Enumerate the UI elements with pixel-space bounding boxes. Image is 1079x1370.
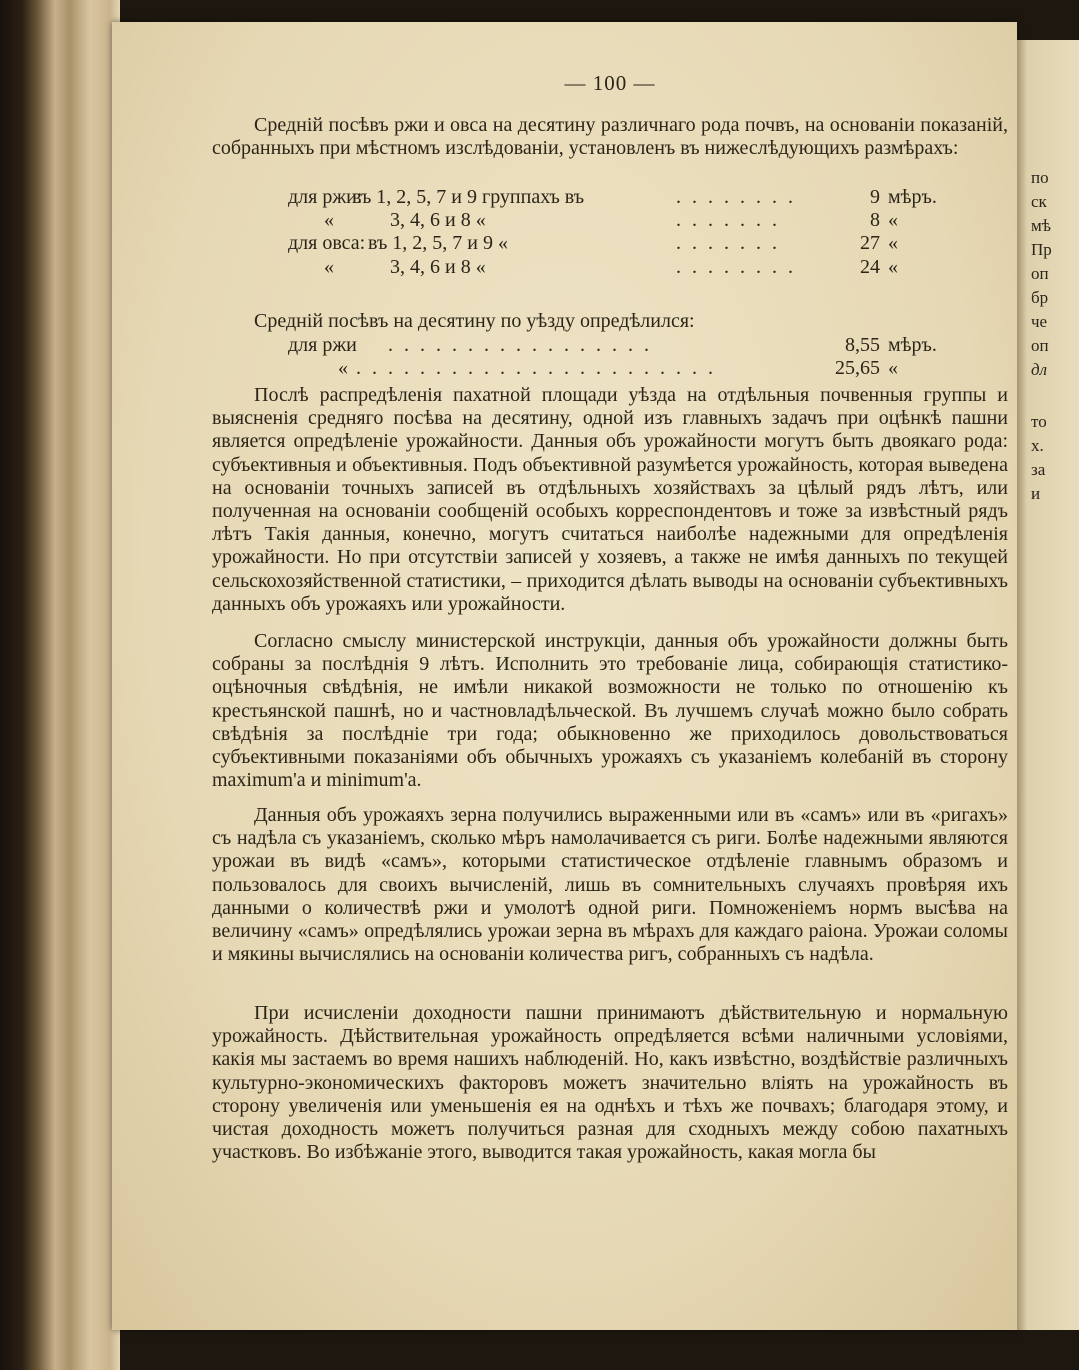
leader-dots: . . . . . . . . . . . . . . . . . . . . . . . [356, 357, 716, 380]
next-page-fragment: оп [1031, 264, 1049, 283]
seed-row [288, 232, 928, 255]
groups-label: 3, 4, 6 и 8 « [390, 255, 486, 278]
seed-table [288, 186, 937, 279]
district-value: 25,65 [835, 357, 880, 380]
seed-value: 8 [870, 209, 880, 232]
seed-value: 24 [860, 255, 880, 278]
next-page-fragment: за [1031, 460, 1046, 479]
body-paragraph: Данныя объ урожаяхъ зерна получились выраженными или въ «самъ» или въ «ригахъ» съ надѣла съ указанiемъ, сколько мѣръ намолачивается съ риги. Болѣе надежными являются урожаи въ видѣ «самъ», которыми статистическое отдѣленiе главнымъ образомъ и пользовалось для своихъ вычисленiй, лишь въ сомнительныхъ случаяхъ провѣряя ихъ данными о количествѣ ржи и умолотѣ одной риги. Помноженiемъ нормъ высѣва на величину «самъ» опредѣлялись урожаи зерна въ мѣрахъ для каждаго раiона. Урожаи соломы и мякины вычислялись на основанiи количества ригъ, собранныхъ съ надѣла. [212, 804, 1008, 966]
crop-label: « [338, 357, 348, 380]
district-value: 8,55 [845, 334, 880, 356]
next-page-fragment: мѣ [1031, 216, 1051, 235]
leader-dots: . . . . . . . . [676, 186, 796, 208]
district-row [288, 357, 928, 380]
next-page-fragment: х. [1031, 436, 1044, 455]
next-page-fragment: дл [1031, 360, 1048, 379]
next-page-fragment: Пр [1031, 240, 1052, 259]
book-edge [0, 0, 120, 1370]
leader-dots: . . . . . . . [676, 232, 780, 255]
seed-unit: « [888, 255, 898, 278]
next-page-edge [1017, 40, 1079, 1330]
seed-row [288, 256, 928, 279]
district-table [288, 334, 937, 380]
district-unit: « [888, 357, 898, 380]
leader-dots: . . . . . . . . [676, 255, 796, 278]
seed-row [288, 186, 937, 209]
groups-label: 3, 4, 6 и 8 « [390, 209, 486, 232]
next-page-fragment: то [1031, 412, 1047, 431]
crop-label: « [324, 255, 334, 278]
crop-label: для ржи: [288, 186, 363, 208]
body-paragraph: При исчисленiи доходности пашни принимаютъ дѣйствительную и нормальную урожайность. Дѣйствительная урожайность опредѣляется всѣми наличными условiями, какiя мы застаемъ во время нашихъ наблюденiй. Но, какъ извѣстно, воздѣйствiе различныхъ культурно-экономическихъ факторовъ можетъ значительно влiять на урожайность въ сторону увеличенiя или уменьшенiя ея на однѣхъ и тѣхъ же почвахъ; благодаря этому, и чистая доходность можетъ получиться разная для сходныхъ между собою пахатныхъ участковъ. Во избѣжанiе этого, выводится такая урожайность, какая могла бы [212, 1002, 1008, 1164]
next-page-fragment: по [1031, 168, 1049, 187]
seed-value: 9 [870, 186, 880, 208]
seed-unit: « [888, 209, 898, 232]
intro-paragraph: Среднiй посѣвъ ржи и овса на десятину различнаго рода почвъ, на основанiи показанiй, собранныхъ при мѣстномъ изслѣдованiи, установленъ въ нижеслѣдующихъ размѣрахъ: [212, 114, 1008, 160]
next-page-fragment: оп [1031, 336, 1049, 355]
next-page-fragment: ск [1031, 192, 1047, 211]
body-paragraph: Согласно смыслу министерской инструкцiи, данныя объ урожайности должны быть собраны за послѣднiя 9 лѣтъ. Исполнить это требованiе лица, собирающiя статистико-оцѣночныя свѣдѣнiя, не имѣли никакой возможности не только по отношенiю къ крестьянской пашнѣ, но и частновладѣльческой. Въ лучшемъ случаѣ можно было собрать свѣдѣнiя за послѣднiе три года; обыкновенно же приходилось довольствоваться субъективными показанiями объ обычныхъ урожаяхъ съ указанiемъ колебанiй въ сторону maximum'а и minimum'а. [212, 630, 1008, 792]
crop-label: « [324, 209, 334, 232]
seed-value: 27 [860, 232, 880, 255]
next-page-fragment: бр [1031, 288, 1049, 307]
district-intro: Среднiй посѣвъ на десятину по уѣзду опредѣлился: [254, 310, 695, 332]
leader-dots: . . . . . . . . . . . . . . . . . [388, 334, 652, 356]
crop-label: для овса: [288, 232, 366, 255]
groups-label: въ 1, 2, 5, 7 и 9 « [368, 232, 508, 255]
leader-dots: . . . . . . . [676, 209, 780, 232]
page-number: — 100 — [564, 71, 656, 95]
body-paragraph: Послѣ распредѣленiя пахатной площади уѣзда на отдѣльныя почвенныя группы и выясненiя средняго посѣва на десятину, одной изъ главныхъ задачъ при оцѣнкѣ пашни является опредѣленiе урожайности. Данныя объ урожайности могутъ быть двоякаго рода: субъективныя и объективныя. Подъ объективной разумѣется урожайность, которая выведена на основанiи точныхъ записей въ отдѣльныхъ хозяйствахъ за цѣлый рядъ лѣтъ, или полученная на основанiи сообщенiй особыхъ корреспондентовъ и тоже за извѣстный рядъ лѣтъ Такiя данныя, конечно, могутъ считаться наиболѣе надежными для опредѣленiя урожайности. Но при отсутствiи записей у хозяевъ, а также не имѣя данныхъ по текущей сельскохозяйственной статистики, – приходится дѣлать выводы на основанiи субъективныхъ данныхъ объ урожаяхъ или урожайности. [212, 384, 1008, 615]
district-unit: мѣръ. [888, 334, 937, 356]
seed-unit: мѣръ. [888, 186, 937, 208]
district-row [288, 334, 937, 357]
crop-label: для ржи [288, 334, 357, 356]
next-page-fragment: и [1031, 484, 1041, 503]
seed-unit: « [888, 232, 898, 255]
seed-row [288, 209, 928, 232]
groups-label: въ 1, 2, 5, 7 и 9 группахъ въ [352, 186, 585, 208]
next-page-fragment: че [1031, 312, 1048, 331]
